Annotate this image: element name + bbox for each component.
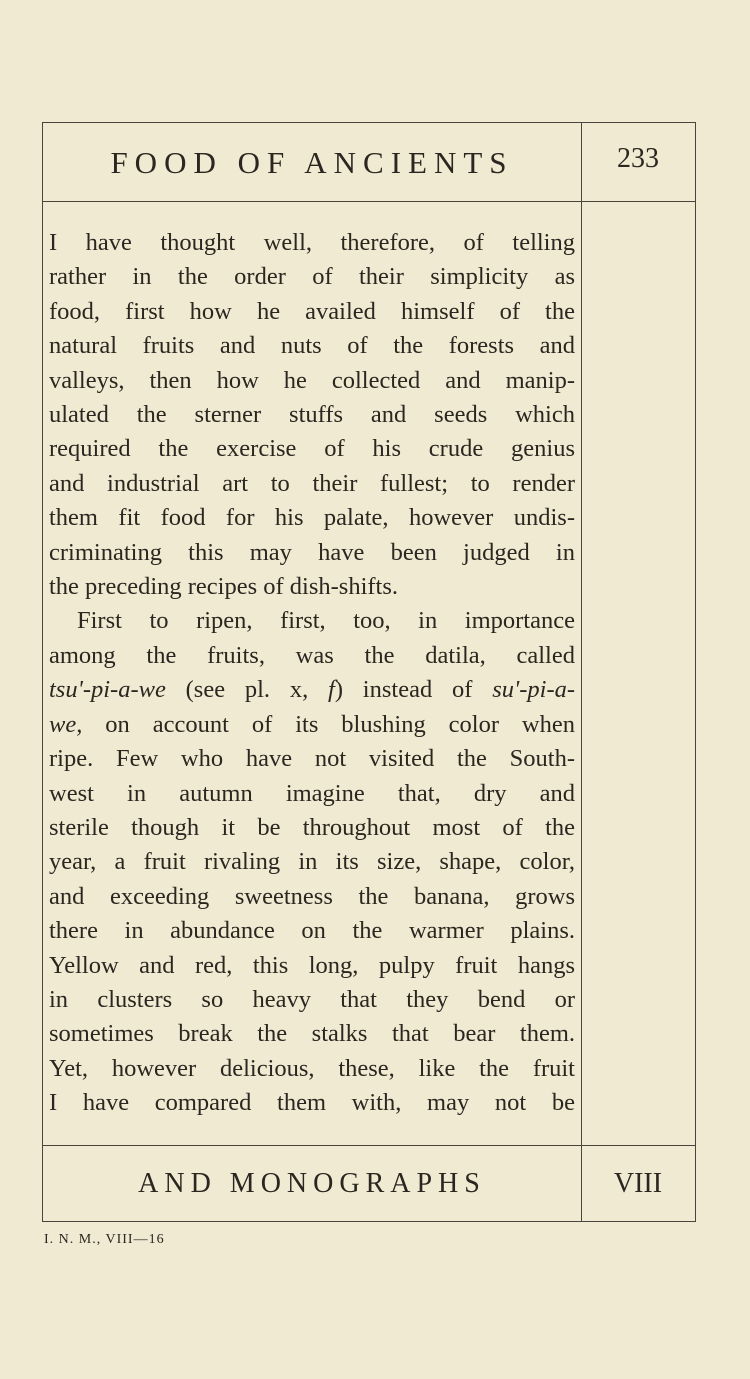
text-line-with-terms <box>49 673 575 707</box>
text-segment: on account of its blushing color when <box>82 710 575 738</box>
running-foot-title: AND MONOGRAPHS <box>138 1168 486 1199</box>
text-line: food, first how he availed himself of the <box>49 297 575 325</box>
text-line: west in autumn imagine that, dry and <box>49 779 575 807</box>
text-line: valleys, then how he collected and manip- <box>49 366 575 394</box>
text-line: sometimes break the stalks that bear them. <box>49 1020 575 1048</box>
signature-mark: I. N. M., VIII—16 <box>44 1232 165 1247</box>
text-segment: ) instead of <box>334 676 493 704</box>
text-segment: (see pl. x, <box>165 676 329 704</box>
text-line: them fit food for his palate, however undis- <box>49 504 575 532</box>
text-line: year, a fruit rivaling in its size, shape, color, <box>49 848 575 876</box>
text-line: Yet, however delicious, these, like the fruit <box>49 1054 575 1082</box>
footer-divider <box>43 1145 695 1146</box>
text-line: Yellow and red, this long, pulpy fruit hangs <box>49 951 575 979</box>
figure-reference: f <box>328 676 335 704</box>
text-line: rather in the order of their simplicity as <box>49 263 575 291</box>
text-line: there in abundance on the warmer plains. <box>49 917 575 945</box>
text-line: among the fruits, was the datila, called <box>49 641 575 669</box>
body-text <box>49 226 575 1121</box>
text-line: required the exercise of his crude genius <box>49 435 575 463</box>
text-line-with-term <box>49 708 575 742</box>
text-line: sterile though it be throughout most of the <box>49 813 575 841</box>
header-divider <box>43 201 695 202</box>
text-line: ulated the sterner stuffs and seeds which <box>49 401 575 429</box>
text-line: and industrial art to their fullest; to render <box>49 469 575 497</box>
text-line: and exceeding sweetness the banana, grows <box>49 882 575 910</box>
page-frame <box>42 122 696 1222</box>
column-divider <box>581 123 582 1221</box>
text-line: I have compared them with, may not be <box>49 1089 575 1117</box>
volume-number: VIII <box>613 1168 663 1199</box>
zuni-term: we, <box>49 710 83 738</box>
text-line: criminating this may have been judged in <box>49 538 575 566</box>
text-line: the preceding recipes of dish-shifts. <box>49 573 399 601</box>
zuni-term: tsu'-pi-a-we <box>49 676 166 704</box>
text-line: natural fruits and nuts of the forests and <box>49 332 575 360</box>
text-line: ripe. Few who have not visited the South- <box>49 745 575 773</box>
running-head-title: FOOD OF ANCIENTS <box>110 145 514 180</box>
text-line: I have thought well, therefore, of telling <box>49 229 575 256</box>
text-line: in clusters so heavy that they bend or <box>49 985 575 1013</box>
zuni-term: su'-pi-a- <box>492 676 576 704</box>
paragraph-start-line: First to ripen, first, too, in importance <box>77 607 575 635</box>
page-number: 233 <box>617 143 659 174</box>
